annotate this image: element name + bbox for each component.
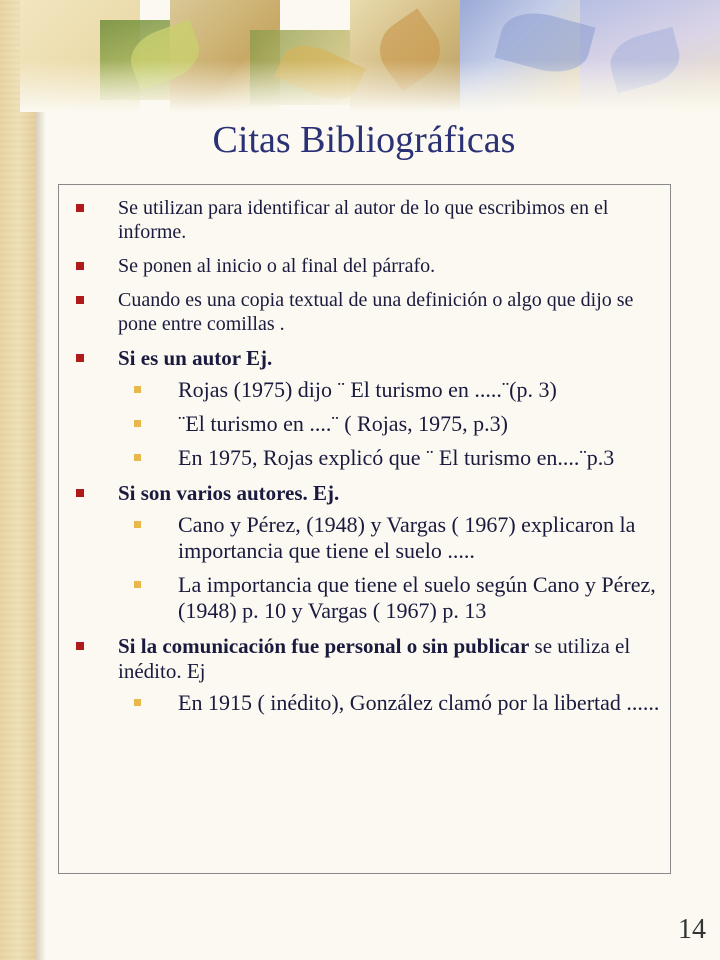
square-sub-bullet-icon bbox=[134, 420, 141, 427]
square-sub-bullet-icon bbox=[134, 386, 141, 393]
sub-item-text: En 1915 ( inédito), González clamó por la libertad ...... bbox=[178, 690, 660, 715]
sub-item-text: ¨El turismo en ....¨ ( Rojas, 1975, p.3) bbox=[178, 411, 508, 436]
square-sub-bullet-icon bbox=[134, 581, 141, 588]
sub-item bbox=[72, 512, 692, 564]
square-bullet-icon bbox=[76, 354, 84, 362]
bullet-item bbox=[72, 346, 672, 471]
slide-title: Citas Bibliográficas bbox=[212, 119, 516, 161]
sub-item-text: La importancia que tiene el suelo según Cano y Pérez, (1948) p. 10 y Vargas ( 1967) p. 13 bbox=[178, 572, 656, 623]
square-bullet-icon bbox=[76, 296, 84, 304]
square-bullet-icon bbox=[76, 489, 84, 497]
sub-item bbox=[72, 377, 692, 403]
bullet-text: Cuando es una copia textual de una definición o algo que dijo se pone entre comillas . bbox=[118, 289, 634, 335]
square-sub-bullet-icon bbox=[134, 454, 141, 461]
bullet-text: Se ponen al inicio o al final del párrafo. bbox=[118, 255, 436, 277]
page-number: 14 bbox=[678, 914, 706, 945]
sub-item bbox=[72, 690, 692, 716]
sub-list bbox=[118, 377, 672, 471]
decorative-banner bbox=[20, 0, 720, 112]
sub-item-text: En 1975, Rojas explicó que ¨ El turismo en....¨p.3 bbox=[178, 445, 615, 470]
sub-list bbox=[118, 512, 672, 624]
sub-item bbox=[72, 445, 692, 471]
sub-item-text: Cano y Pérez, (1948) y Vargas ( 1967) explicaron la importancia que tiene el suelo ..... bbox=[178, 512, 636, 563]
square-bullet-icon bbox=[76, 262, 84, 270]
bullet-text bbox=[118, 634, 630, 683]
section-heading: Si son varios autores. Ej. bbox=[118, 481, 340, 505]
sub-item bbox=[72, 411, 692, 437]
bullet-item bbox=[72, 481, 672, 624]
bullet-text-bold: Si la comunicación fue personal o sin publicar bbox=[118, 634, 530, 658]
sub-list bbox=[118, 690, 672, 716]
banner-fade bbox=[20, 60, 720, 112]
bullet-text-rest: se utiliza el inédito. Ej bbox=[118, 634, 631, 683]
square-sub-bullet-icon bbox=[134, 521, 141, 528]
sub-item bbox=[72, 572, 692, 624]
section-heading: Si es un autor Ej. bbox=[118, 346, 273, 370]
square-bullet-icon bbox=[76, 204, 84, 212]
sub-item-text: Rojas (1975) dijo ¨ El turismo en .....¨(p. 3) bbox=[178, 377, 557, 402]
bullet-item bbox=[72, 288, 672, 336]
bullet-item bbox=[72, 634, 672, 716]
bullet-list bbox=[72, 196, 672, 726]
bullet-item bbox=[72, 254, 672, 278]
square-bullet-icon bbox=[76, 642, 84, 650]
bullet-text: Se utilizan para identificar al autor de lo que escribimos en el informe. bbox=[118, 197, 609, 243]
bullet-item bbox=[72, 196, 672, 244]
square-sub-bullet-icon bbox=[134, 699, 141, 706]
